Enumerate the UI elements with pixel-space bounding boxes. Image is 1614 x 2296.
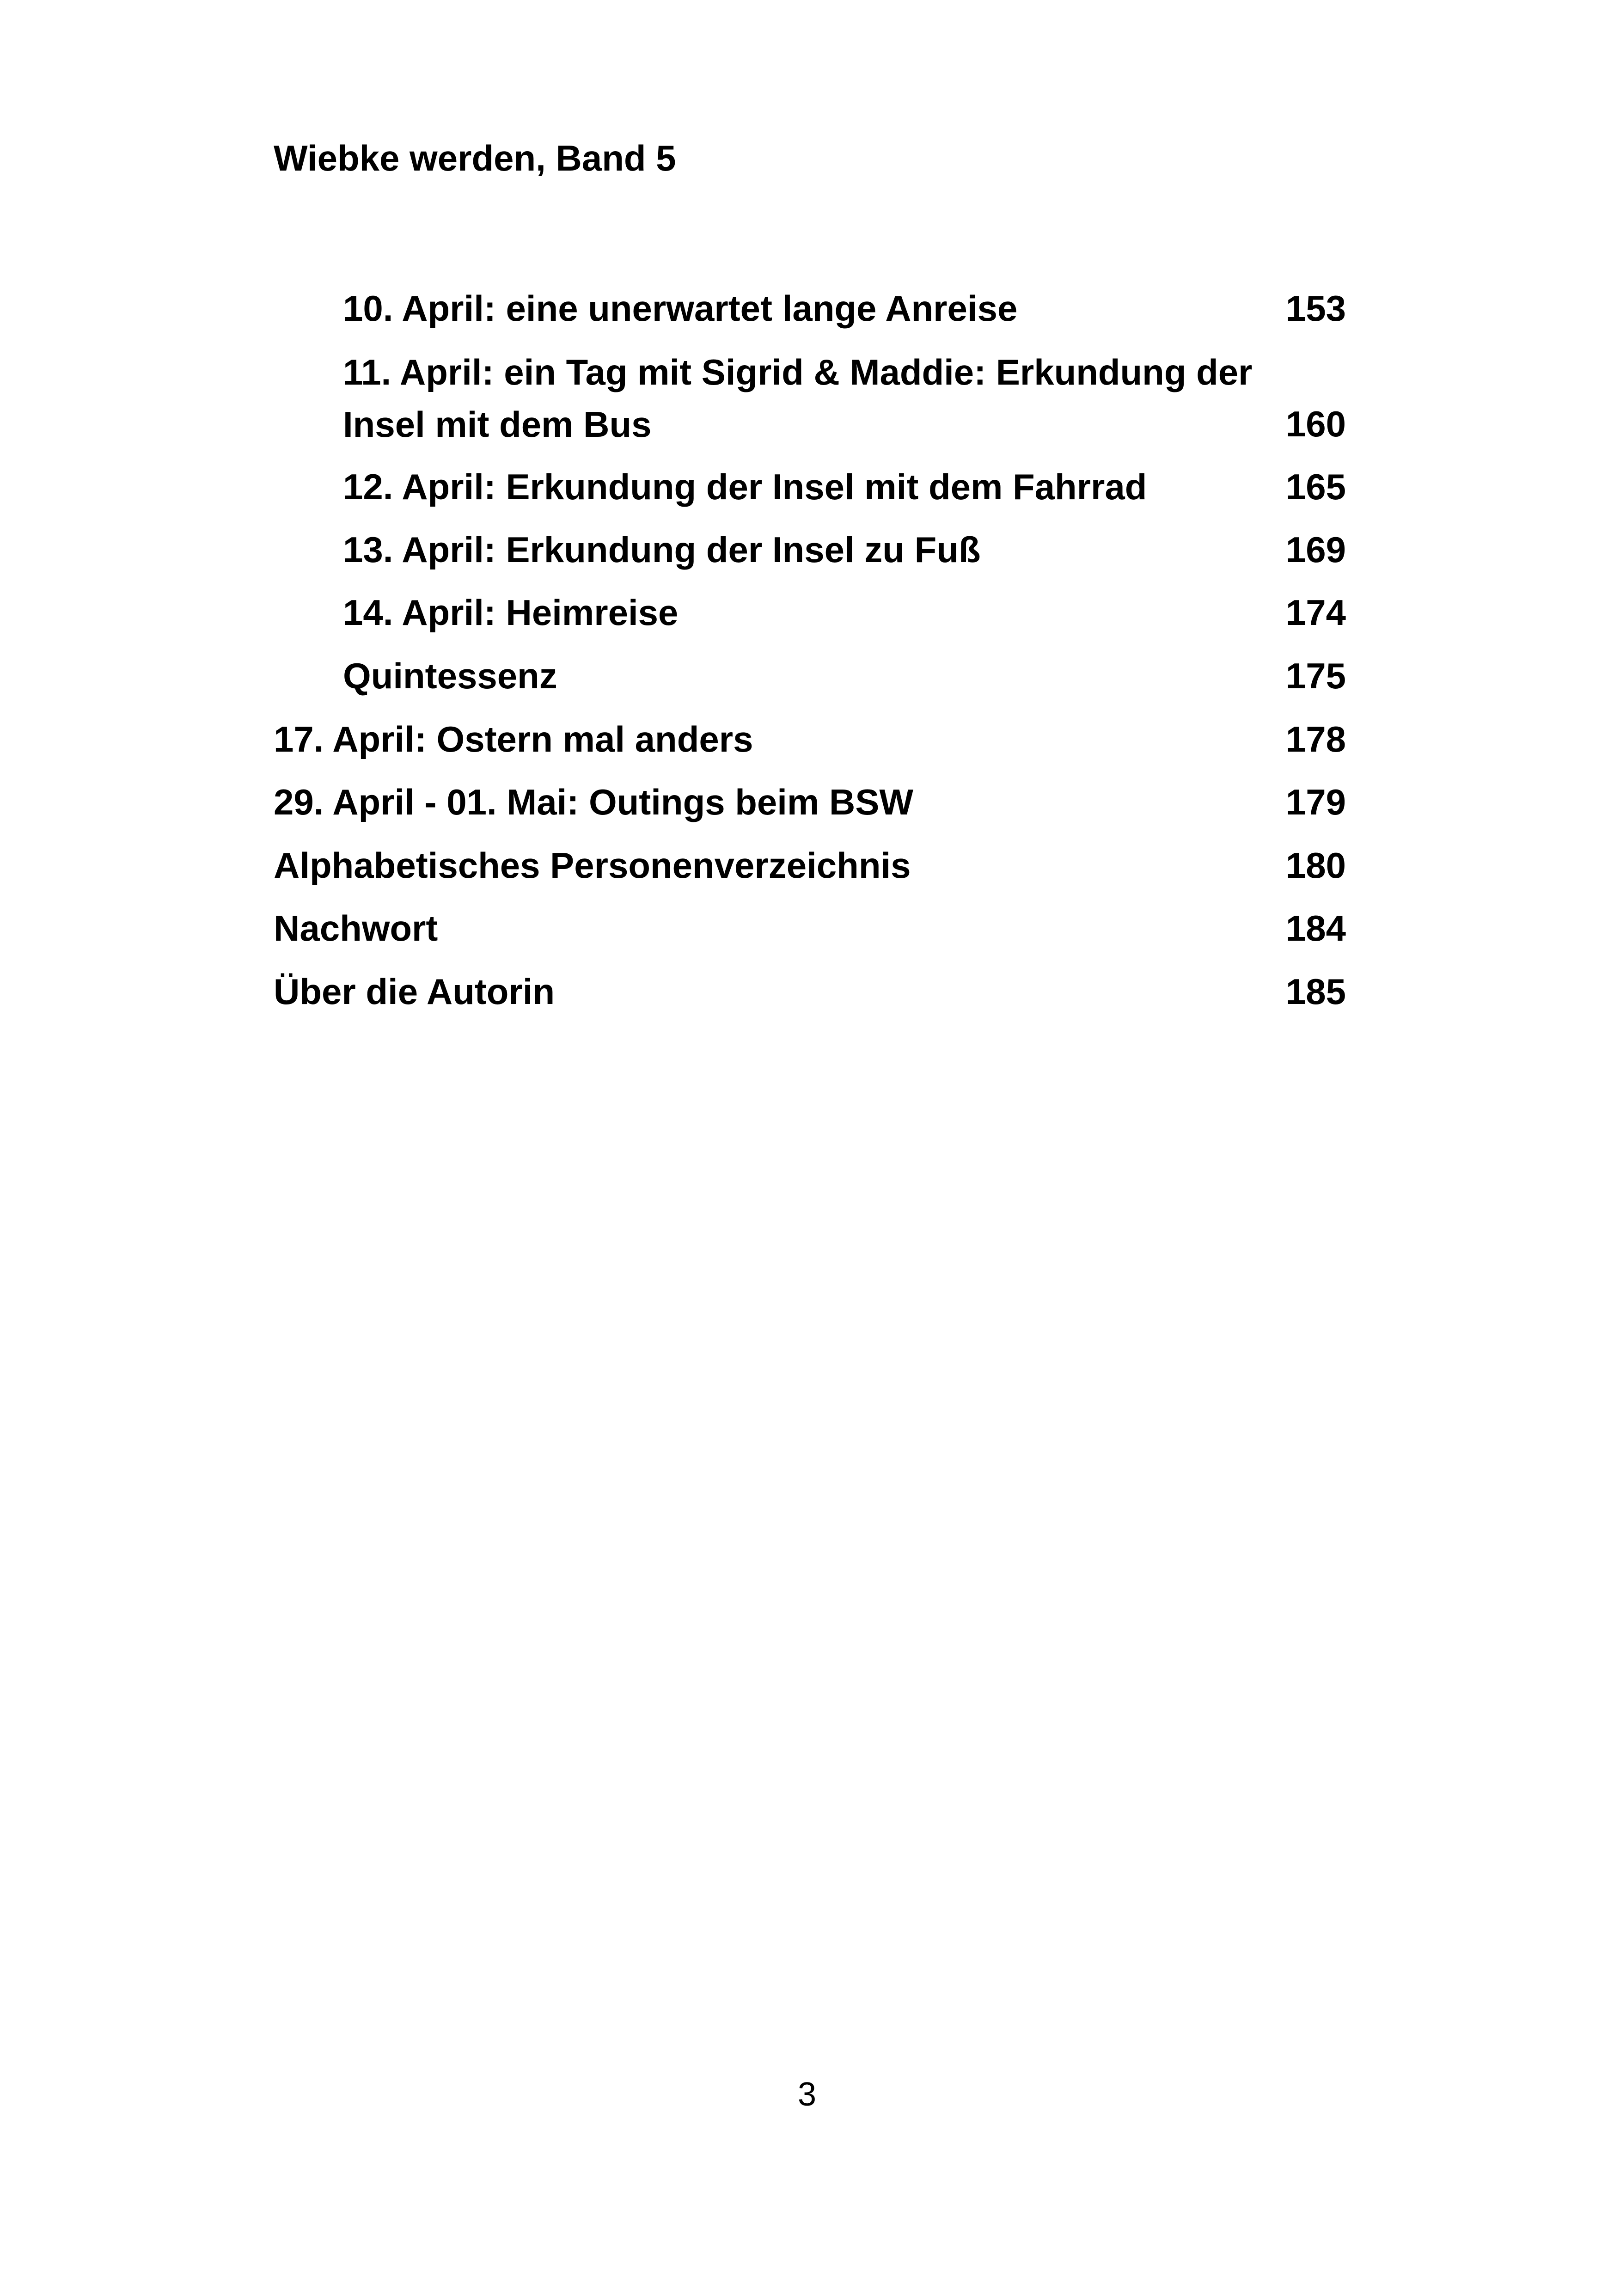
toc-entry-title: Quintessenz [343, 655, 557, 696]
toc-entry-page: 169 [1285, 529, 1346, 570]
toc-entry [274, 717, 1346, 761]
toc-entry [274, 528, 1346, 571]
toc-entry-page: 179 [1285, 782, 1346, 822]
toc-entry-title: Über die Autorin [274, 971, 555, 1012]
toc-entry-page: 153 [1285, 288, 1346, 329]
toc-entry-title: 11. April: ein Tag mit Sigrid & Maddie: Erkundung der Insel mit dem Bus [343, 352, 1253, 445]
toc-entry [274, 780, 1346, 824]
toc-entry-page: 174 [1285, 592, 1346, 633]
toc-entry [274, 970, 1346, 1013]
toc-entry-title: 10. April: eine unerwartet lange Anreise [343, 288, 1018, 329]
toc-entry-title: 12. April: Erkundung der Insel mit dem Fahrrad [343, 466, 1147, 507]
toc-entry [274, 287, 1346, 330]
toc-entry-title: 17. April: Ostern mal anders [274, 719, 753, 759]
toc-entry-page: 175 [1285, 655, 1346, 696]
toc-entry [274, 906, 1346, 950]
toc-entry [274, 591, 1346, 634]
toc-entry-title: 29. April - 01. Mai: Outings beim BSW [274, 782, 913, 822]
toc-entry-page: 185 [1285, 971, 1346, 1012]
toc-entry-title: 14. April: Heimreise [343, 592, 679, 633]
toc-entry-title: Nachwort [274, 908, 438, 949]
toc-entry-title: 13. April: Erkundung der Insel zu Fuß [343, 529, 981, 570]
toc-entry-page: 160 [1285, 404, 1346, 444]
toc-entry-page: 165 [1285, 466, 1346, 507]
toc-entry [274, 465, 1346, 508]
toc-entry-page: 184 [1285, 908, 1346, 949]
toc-entry [274, 654, 1346, 698]
toc-entry-title: Alphabetisches Personenverzeichnis [274, 845, 911, 886]
toc-entry [274, 844, 1346, 887]
toc-entry-page: 180 [1285, 845, 1346, 886]
page-number: 3 [797, 2076, 817, 2113]
toc-entry [274, 350, 1346, 454]
toc-entry-page: 178 [1285, 719, 1346, 759]
running-header: Wiebke werden, Band 5 [274, 138, 676, 178]
